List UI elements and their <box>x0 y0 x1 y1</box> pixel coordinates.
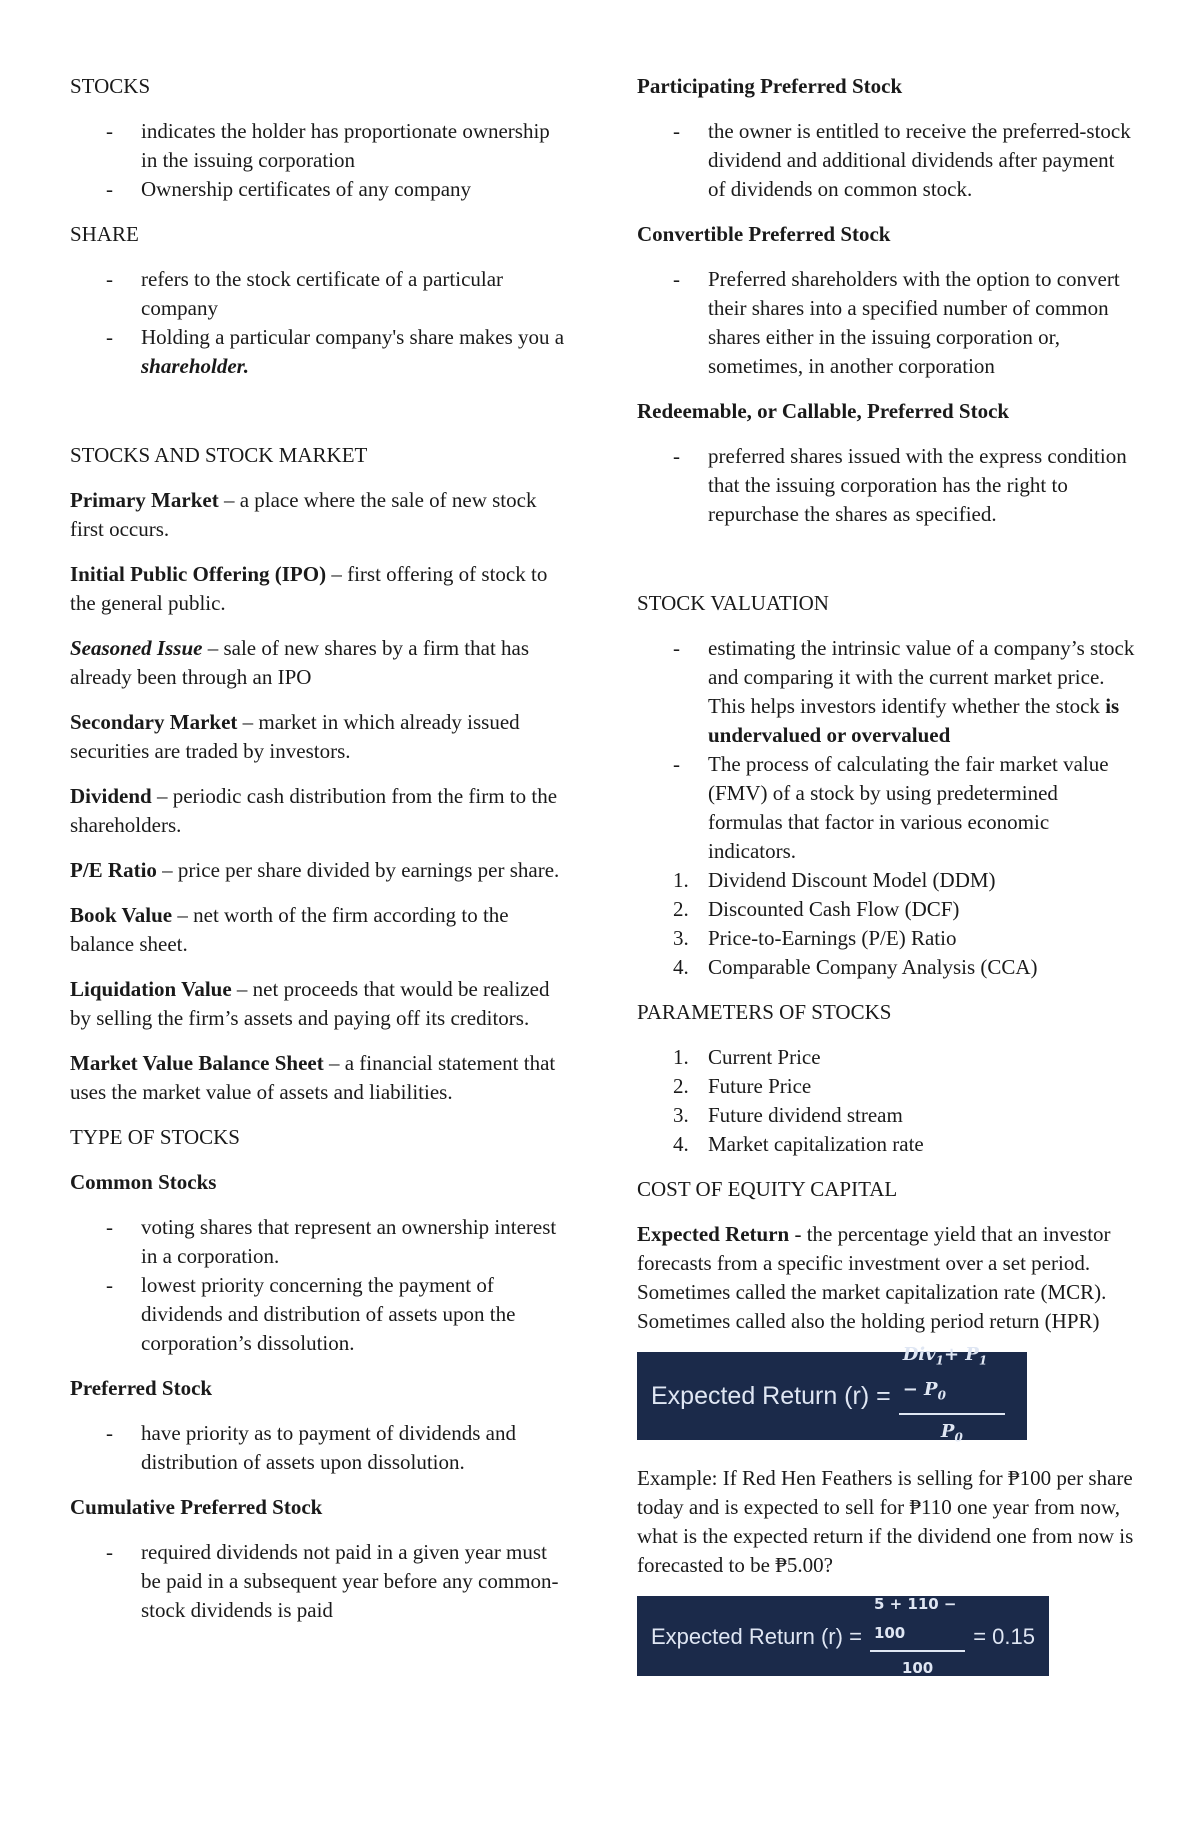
redeemable-preferred-title: Redeemable, or Callable, Preferred Stock <box>637 399 1010 423</box>
list-item: - Preferred shareholders with the option to convert their shares into a specified number of common shares either in the issuing corporation or, sometimes, in another corporation <box>637 265 1137 381</box>
types-heading: TYPE OF STOCKS <box>70 1125 240 1149</box>
formula-denominator <box>937 1415 967 1453</box>
share-list <box>70 265 570 381</box>
list-item: - have priority as to payment of dividends and distribution of assets upon dissolution. <box>70 1419 570 1477</box>
item-number: 2. <box>673 1074 689 1098</box>
item-text: Current Price <box>708 1045 821 1069</box>
list-item <box>637 1130 1137 1159</box>
item-text: Dividend Discount Model (DDM) <box>708 868 996 892</box>
cumulative-preferred-list <box>70 1538 570 1625</box>
convertible-preferred-list <box>637 265 1137 381</box>
item-number: 3. <box>673 1103 689 1127</box>
right-column <box>637 72 1137 1700</box>
item-text: Discounted Cash Flow (DCF) <box>708 897 960 921</box>
item-number: 4. <box>673 1132 689 1156</box>
formula-denominator: 100 <box>901 1658 934 1677</box>
definition: – sale of new shares by a firm that has already been through an IPO <box>70 636 530 689</box>
definition-market-value-balance-sheet <box>70 1049 570 1107</box>
definition-primary-market <box>70 486 570 544</box>
term: Liquidation Value <box>70 977 232 1001</box>
item-text: Future Price <box>708 1074 812 1098</box>
definition: – market in which already issued securities are traded by investors. <box>70 710 520 763</box>
participating-preferred-title: Participating Preferred Stock <box>637 74 903 98</box>
formula-result: = 0.15 <box>973 1623 1035 1649</box>
redeemable-preferred-list <box>637 442 1137 529</box>
spacer <box>637 545 1137 589</box>
definition-pe-ratio <box>70 856 570 885</box>
expected-return-example-formula <box>637 1596 1049 1676</box>
definition-dividend <box>70 782 570 840</box>
cumulative-preferred-title: Cumulative Preferred Stock <box>70 1495 323 1519</box>
term: Market Value Balance Sheet <box>70 1051 324 1075</box>
definition: - the percentage yield that an investor forecasts from a specific investment over a set period. Sometimes called the market capitalization rate (MCR). Sometimes called also the holding period return (HPR) <box>637 1222 1111 1333</box>
list-item: - preferred shares issued with the express condition that the issuing corporation has the right to repurchase the shares as specified. <box>637 442 1137 529</box>
definition-liquidation-value <box>70 975 570 1033</box>
stocks-list <box>70 117 570 204</box>
formula-numerator <box>899 1340 1005 1415</box>
list-item <box>637 866 1137 895</box>
valuation-methods-list <box>637 866 1137 982</box>
subscript: 1 <box>935 1353 944 1368</box>
term: Book Value <box>70 903 173 927</box>
list-item <box>637 924 1137 953</box>
formula-lhs: Expected Return (r) = <box>651 1623 862 1649</box>
item-text: Market capitalization rate <box>708 1132 924 1156</box>
list-item: - the owner is entitled to receive the preferred-stock dividend and additional dividends after payment of dividends on common stock. <box>637 117 1137 204</box>
holding-text: Holding a particular company's share makes you a <box>141 325 565 349</box>
definition: – a financial statement that uses the market value of assets and liabilities. <box>70 1051 556 1104</box>
spacer <box>70 397 570 441</box>
formula-fraction <box>899 1340 1005 1453</box>
denominator-part: P <box>940 1420 955 1442</box>
item-number: 1. <box>673 868 689 892</box>
term: Primary Market <box>70 488 219 512</box>
list-item: - indicates the holder has proportionate ownership in the issuing corporation <box>70 117 570 175</box>
item-text: Comparable Company Analysis (CCA) <box>708 955 1038 979</box>
item-number: 1. <box>673 1045 689 1069</box>
expected-return-formula <box>637 1343 1027 1445</box>
parameters-list <box>637 1043 1137 1159</box>
term: Secondary Market <box>70 710 238 734</box>
list-item <box>637 1043 1137 1072</box>
definition: – net worth of the firm according to the balance sheet. <box>70 903 509 956</box>
numerator-part: Div <box>902 1343 936 1365</box>
definition: – periodic cash distribution from the firm to the shareholders. <box>70 784 558 837</box>
term: Dividend <box>70 784 152 808</box>
valuation-text: estimating the intrinsic value of a company’s stock and comparing it with the current market price. This helps investors identify whether the stock <box>708 636 1135 718</box>
list-item <box>637 953 1137 982</box>
undervalued-emphasis: is undervalued or overvalued <box>708 694 1120 747</box>
valuation-list <box>637 634 1137 866</box>
preferred-stock-title: Preferred Stock <box>70 1376 213 1400</box>
definition-expected-return <box>637 1220 1137 1336</box>
left-column <box>70 72 570 1641</box>
formula-fraction <box>870 1590 965 1683</box>
item-number: 3. <box>673 926 689 950</box>
numerator-part: − P <box>902 1379 938 1401</box>
share-heading: SHARE <box>70 222 139 246</box>
convertible-preferred-title: Convertible Preferred Stock <box>637 222 891 246</box>
stocks-heading: STOCKS <box>70 74 151 98</box>
term: P/E Ratio <box>70 858 157 882</box>
common-stocks-list <box>70 1213 570 1358</box>
list-item <box>637 634 1137 750</box>
list-item: - voting shares that represent an ownership interest in a corporation. <box>70 1213 570 1271</box>
example-text: Example: If Red Hen Feathers is selling for ₱100 per share today and is expected to sell for ₱110 one year from now, what is the expected return if the dividend one from now is forecasted to be ₱5.00? <box>637 1466 1134 1577</box>
definition: – net proceeds that would be realized by selling the firm’s assets and paying off its creditors. <box>70 977 550 1030</box>
definition: – a place where the sale of new stock first occurs. <box>70 488 537 541</box>
formula-lhs: Expected Return (r) = <box>651 1381 891 1410</box>
subscript: 0 <box>954 1430 963 1445</box>
term: Expected Return <box>637 1222 790 1246</box>
list-item: - refers to the stock certificate of a particular company <box>70 265 570 323</box>
list-item: - required dividends not paid in a given year must be paid in a subsequent year before any common-stock dividends is paid <box>70 1538 570 1625</box>
definition-ipo <box>70 560 570 618</box>
list-item <box>637 1101 1137 1130</box>
formula-numerator: 5 + 110 − 100 <box>870 1590 965 1652</box>
preferred-stock-list <box>70 1419 570 1477</box>
shareholder-emphasis: shareholder. <box>141 354 249 378</box>
subscript: 1 <box>978 1353 988 1368</box>
item-text: Price-to-Earnings (P/E) Ratio <box>708 926 957 950</box>
definition: – first offering of stock to the general public. <box>70 562 548 615</box>
subscript: 0 <box>937 1388 946 1403</box>
definition-secondary-market <box>70 708 570 766</box>
common-stocks-title: Common Stocks <box>70 1170 217 1194</box>
item-number: 2. <box>673 897 689 921</box>
list-item: - The process of calculating the fair market value (FMV) of a stock by using predetermined formulas that factor in various economic indicators. <box>637 750 1137 866</box>
list-item <box>70 323 570 381</box>
parameters-heading: PARAMETERS OF STOCKS <box>637 1000 892 1024</box>
list-item: - Ownership certificates of any company <box>70 175 570 204</box>
list-item: - lowest priority concerning the payment of dividends and distribution of assets upon the corporation’s dissolution. <box>70 1271 570 1358</box>
definition: – price per share divided by earnings per share. <box>156 858 560 882</box>
market-heading: STOCKS AND STOCK MARKET <box>70 443 368 467</box>
term: Initial Public Offering (IPO) <box>70 562 327 586</box>
valuation-heading: STOCK VALUATION <box>637 591 829 615</box>
list-item <box>637 895 1137 924</box>
definition-seasoned-issue <box>70 634 570 692</box>
term: Seasoned Issue <box>70 636 203 660</box>
numerator-part: + P <box>943 1343 979 1365</box>
participating-preferred-list <box>637 117 1137 204</box>
list-item <box>637 1072 1137 1101</box>
item-text: Future dividend stream <box>708 1103 903 1127</box>
item-number: 4. <box>673 955 689 979</box>
equity-heading: COST OF EQUITY CAPITAL <box>637 1177 898 1201</box>
definition-book-value <box>70 901 570 959</box>
